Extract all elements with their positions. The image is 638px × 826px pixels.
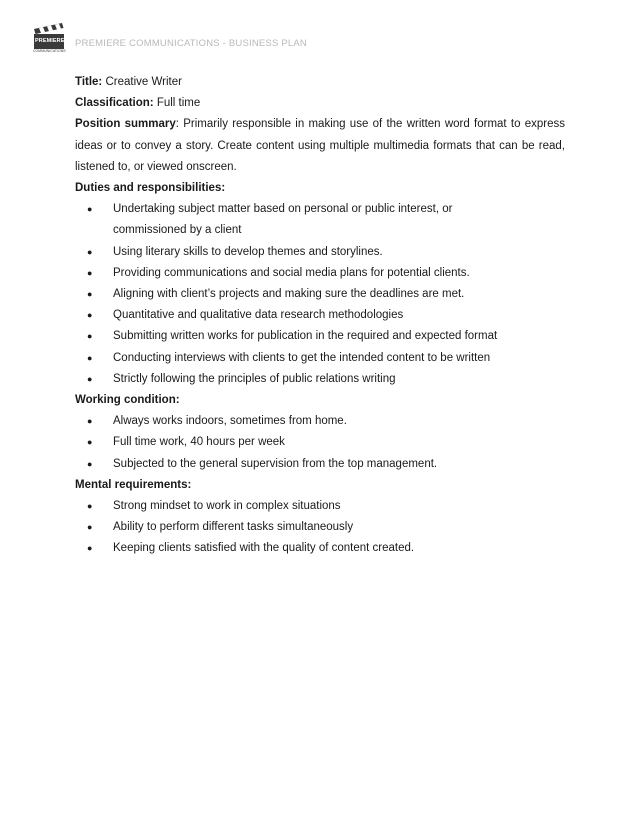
- mental-requirements-list: [75, 496, 565, 560]
- list-item: ● Providing communications and social media plans for potential clients.: [75, 263, 565, 284]
- position-summary-text: : Primarily responsible in making use of the written word format to express ideas or to convey a story. Create content using multiple multimedia formats that can be read, listened to, or viewed onscreen.: [75, 118, 565, 173]
- bullet-icon: ●: [87, 522, 93, 533]
- duties-list: [75, 199, 565, 390]
- position-summary-label: Position summary: [75, 118, 176, 131]
- list-item: ● Using literary skills to develop themes and storylines.: [75, 242, 565, 263]
- bullet-icon: ●: [87, 289, 93, 300]
- title-value: Creative Writer: [105, 76, 182, 88]
- bullet-icon: ●: [87, 204, 93, 215]
- premiere-logo: [33, 20, 65, 54]
- duties-heading: Duties and responsibilities:: [75, 182, 226, 195]
- bullet-icon: ●: [87, 267, 93, 278]
- list-item: ● Strictly following the principles of public relations writing: [75, 369, 565, 390]
- list-item: ● Conducting interviews with clients to get the intended content to be written: [75, 348, 565, 369]
- list-item: ● Keeping clients satisfied with the quality of content created.: [75, 538, 565, 559]
- bullet-icon: ●: [87, 373, 93, 384]
- bullet-icon: ●: [87, 246, 93, 257]
- list-item: ● Aligning with client’s projects and making sure the deadlines are met.: [75, 284, 565, 305]
- mental-requirements-heading: Mental requirements:: [75, 478, 192, 491]
- classification-label: Classification:: [75, 97, 154, 110]
- position-summary: [75, 114, 565, 178]
- title-label: Title:: [75, 76, 103, 88]
- bullet-icon: ●: [87, 331, 93, 342]
- list-item: ● Submitting written works for publication in the required and expected format: [75, 326, 565, 347]
- bullet-icon: ●: [87, 458, 93, 469]
- bullet-icon: ●: [87, 352, 93, 363]
- logo-brand-text: PREMIERE: [35, 38, 65, 44]
- bullet-icon: ●: [87, 543, 93, 554]
- bullet-icon: ●: [87, 501, 93, 512]
- list-item: ● Full time work, 40 hours per week: [75, 432, 565, 453]
- classification-value: Full time: [156, 97, 201, 110]
- working-condition-list: [75, 411, 565, 475]
- classification-line: [75, 93, 565, 114]
- working-condition-heading: Working condition:: [75, 394, 180, 407]
- list-item: ● Undertaking subject matter based on personal or public interest, or commissioned by a client: [75, 199, 505, 241]
- title-line: [75, 72, 565, 93]
- bullet-icon: ●: [87, 437, 93, 448]
- list-item: ● Strong mindset to work in complex situations: [75, 496, 565, 517]
- list-item: ● Subjected to the general supervision from the top management.: [75, 454, 565, 475]
- list-item: ● Ability to perform different tasks simultaneously: [75, 517, 565, 538]
- logo-tagline-text: COMMUNICATIONS: [33, 49, 66, 53]
- list-item: ● Quantitative and qualitative data research methodologies: [75, 305, 565, 326]
- running-header: PREMIERE COMMUNICATIONS - BUSINESS PLAN: [75, 38, 307, 49]
- job-description: [75, 72, 565, 560]
- bullet-icon: ●: [87, 310, 93, 321]
- bullet-icon: ●: [87, 416, 93, 427]
- list-item: ● Always works indoors, sometimes from home.: [75, 411, 565, 432]
